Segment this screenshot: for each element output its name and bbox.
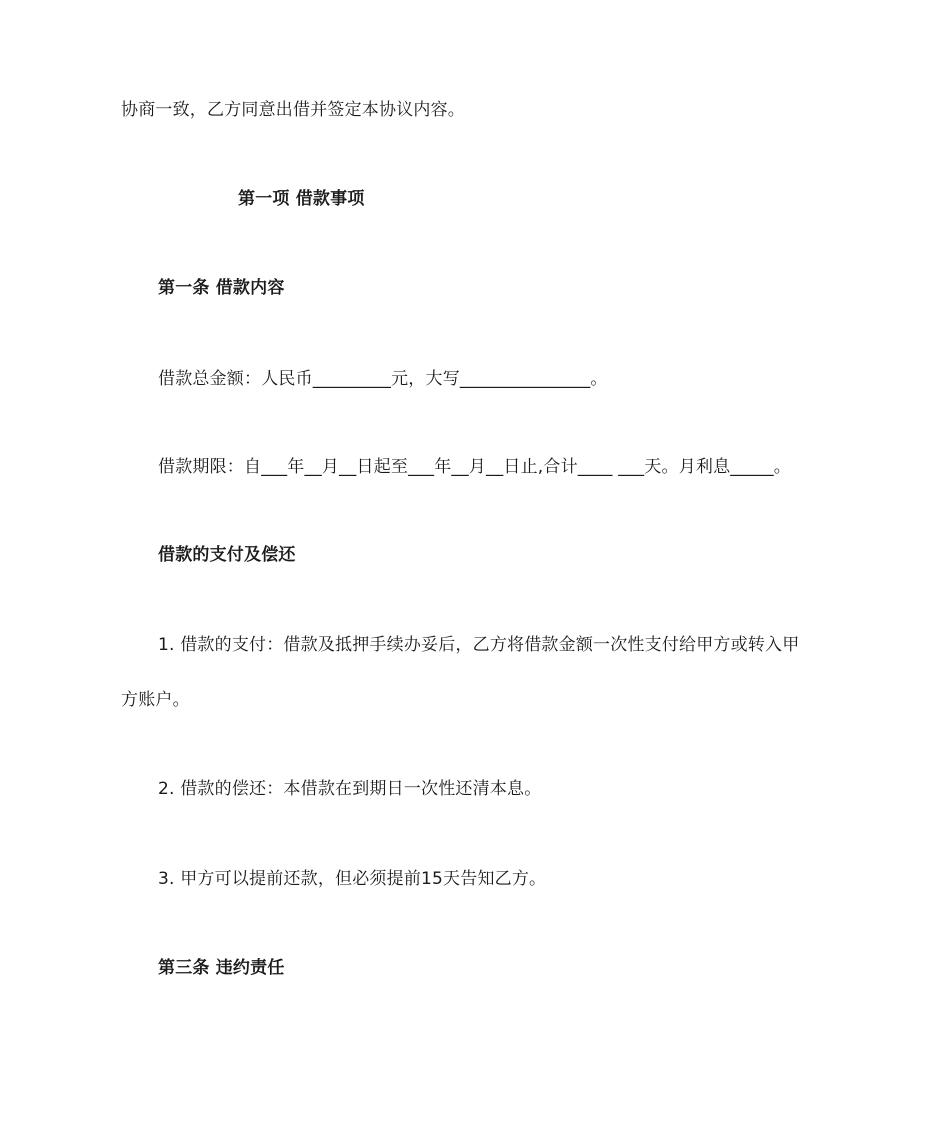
article-3-heading: 第三条 违约责任 (158, 958, 285, 978)
item-3-line: 3. 甲方可以提前还款，但必须提前15天告知乙方。 (158, 869, 547, 889)
item-1-line-2: 方账户。 (121, 690, 190, 710)
section-title: 第一项 借款事项 (238, 189, 365, 209)
payment-heading: 借款的支付及偿还 (158, 545, 296, 565)
item-1-line-1: 1. 借款的支付：借款及抵押手续办妥后，乙方将借款金额一次性支付给甲方或转入甲 (158, 635, 800, 655)
loan-amount-line: 借款总金额：人民币_________元，大写_______________。 (158, 369, 608, 389)
loan-term-line: 借款期限：自___年__月__日起至___年__月__日止,合计____ ___天。月利息_____。 (158, 457, 792, 477)
article-1-heading: 第一条 借款内容 (158, 278, 285, 298)
intro-paragraph: 协商一致，乙方同意出借并签定本协议内容。 (121, 100, 465, 120)
item-2-line: 2. 借款的偿还：本借款在到期日一次性还清本息。 (158, 779, 542, 799)
